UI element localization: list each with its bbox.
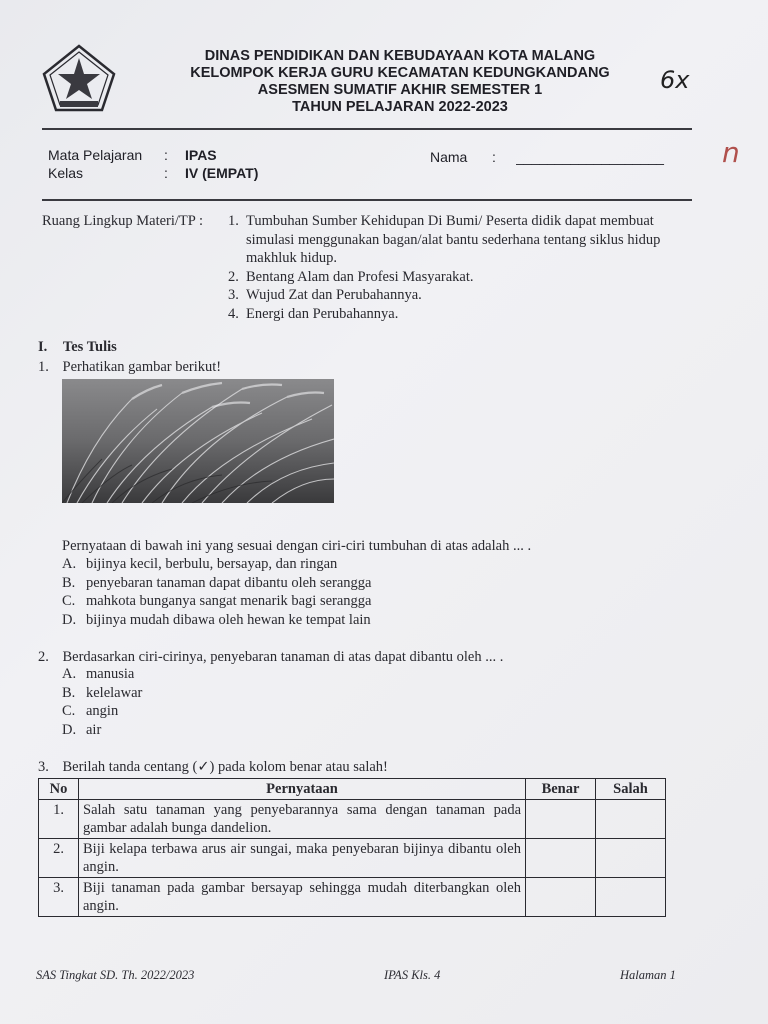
class-colon: : [164,165,168,181]
q1-number: 1. [38,359,49,375]
scope-item: 1. Tumbuhan Sumber Kehidupan Di Bumi/ Peserta didik dapat membuat simulasi menggunakan bagan/alat bantu sederhana tentang siklus hidup makhluk hidup. [228,213,661,266]
q3-number: 3. [38,759,49,775]
class-value: IV (EMPAT) [185,165,259,181]
q1-options [62,555,662,629]
q1-option-d[interactable]: D. bijinya mudah dibawa oleh hewan ke tempat lain [62,611,371,628]
subject-value: IPAS [185,147,217,163]
col-header-true: Benar [526,779,596,800]
row-number: 3. [39,878,79,917]
q1-option-b[interactable]: B. penyebaran tanaman dapat dibantu oleh serangga [62,574,372,591]
table-row [39,800,666,839]
q1-option-c[interactable]: C. mahkota bunganya sangat menarik bagi serangga [62,593,372,609]
q2-option-b[interactable]: B. kelelawar [62,684,143,701]
section-title: Tes Tulis [62,339,117,355]
scope-colon: : [198,213,203,229]
subject-label: Mata Pelajaran [48,147,143,163]
q2-number: 2. [38,649,49,665]
q3-stem-line [38,758,678,777]
q2-option-c[interactable]: C. angin [62,703,119,719]
name-colon: : [492,149,496,165]
row-number: 2. [39,839,79,878]
kota-malang-emblem [42,44,116,114]
class-label: Kelas [48,165,84,181]
handwritten-name: n [722,136,740,169]
col-header-no: No [39,779,79,800]
meta-divider [42,199,692,201]
school-header [150,48,650,116]
header-divider [42,128,692,130]
q1-intro [38,358,221,377]
subject-colon: : [164,147,168,163]
header-line-3: ASESMEN SUMATIF AKHIR SEMESTER 1 [257,82,543,98]
scope-item: 4. Energi dan Perubahannya. [228,305,399,322]
q1-stem: Pernyataan di bawah ini yang sesuai dengan ciri-ciri tumbuhan di atas adalah ... . [62,538,532,554]
footer-page-number: Halaman 1 [620,968,676,982]
q2-stem: Berdasarkan ciri-cirinya, penyebaran tanaman di atas dapat dibantu oleh ... . [62,649,504,665]
name-label: Nama [430,149,468,165]
q3-stem: Berilah tanda centang (✓) pada kolom benar atau salah! [62,759,388,775]
footer-center: IPAS Kls. 4 [384,968,441,982]
true-checkbox-cell[interactable] [526,878,596,917]
true-checkbox-cell[interactable] [526,839,596,878]
row-statement: Biji kelapa terbawa arus air sungai, maka penyebaran bijinya dibantu oleh angin. [79,839,526,878]
section-heading [38,339,117,356]
header-line-2: KELOMPOK KERJA GURU KECAMATAN KEDUNGKANDANG [190,65,610,81]
true-checkbox-cell[interactable] [526,800,596,839]
row-statement: Biji tanaman pada gambar bersayap sehingga mudah diterbangkan oleh angin. [79,878,526,917]
name-field[interactable]: ___________________ [516,149,664,165]
table-row [39,878,666,917]
false-checkbox-cell[interactable] [596,839,666,878]
grass-seed-photo [62,379,334,503]
q1-intro-text: Perhatikan gambar berikut! [62,359,222,375]
scope-label: Ruang Lingkup Materi/TP [42,213,196,229]
header-line-1: DINAS PENDIDIKAN DAN KEBUDAYAAN KOTA MALANG [204,48,596,64]
q2-options [62,665,462,739]
table-header-row [39,779,666,800]
col-header-false: Salah [596,779,666,800]
col-header-statement: Pernyataan [79,779,526,800]
q1-option-a[interactable]: A. bijinya kecil, berbulu, bersayap, dan ringan [62,556,338,572]
scope-item: 3. Wujud Zat dan Perubahannya. [228,287,422,303]
scope-item: 2. Bentang Alam dan Profesi Masyarakat. [228,268,474,285]
scope-list [228,212,698,323]
true-false-table [38,778,666,917]
q2-stem-line [38,648,678,667]
section-roman: I. [38,339,48,355]
row-number: 1. [39,800,79,839]
header-line-4: TAHUN PELAJARAN 2022-2023 [292,99,508,115]
false-checkbox-cell[interactable] [596,800,666,839]
footer-left: SAS Tingkat SD. Th. 2022/2023 [36,968,195,982]
handwritten-mark: 6x [660,66,690,94]
false-checkbox-cell[interactable] [596,878,666,917]
q2-option-a[interactable]: A. manusia [62,666,135,682]
q2-option-d[interactable]: D. air [62,721,102,738]
row-statement: Salah satu tanaman yang penyebarannya sama dengan tanaman pada gambar adalah bunga dandelion. [79,800,526,839]
table-row [39,839,666,878]
